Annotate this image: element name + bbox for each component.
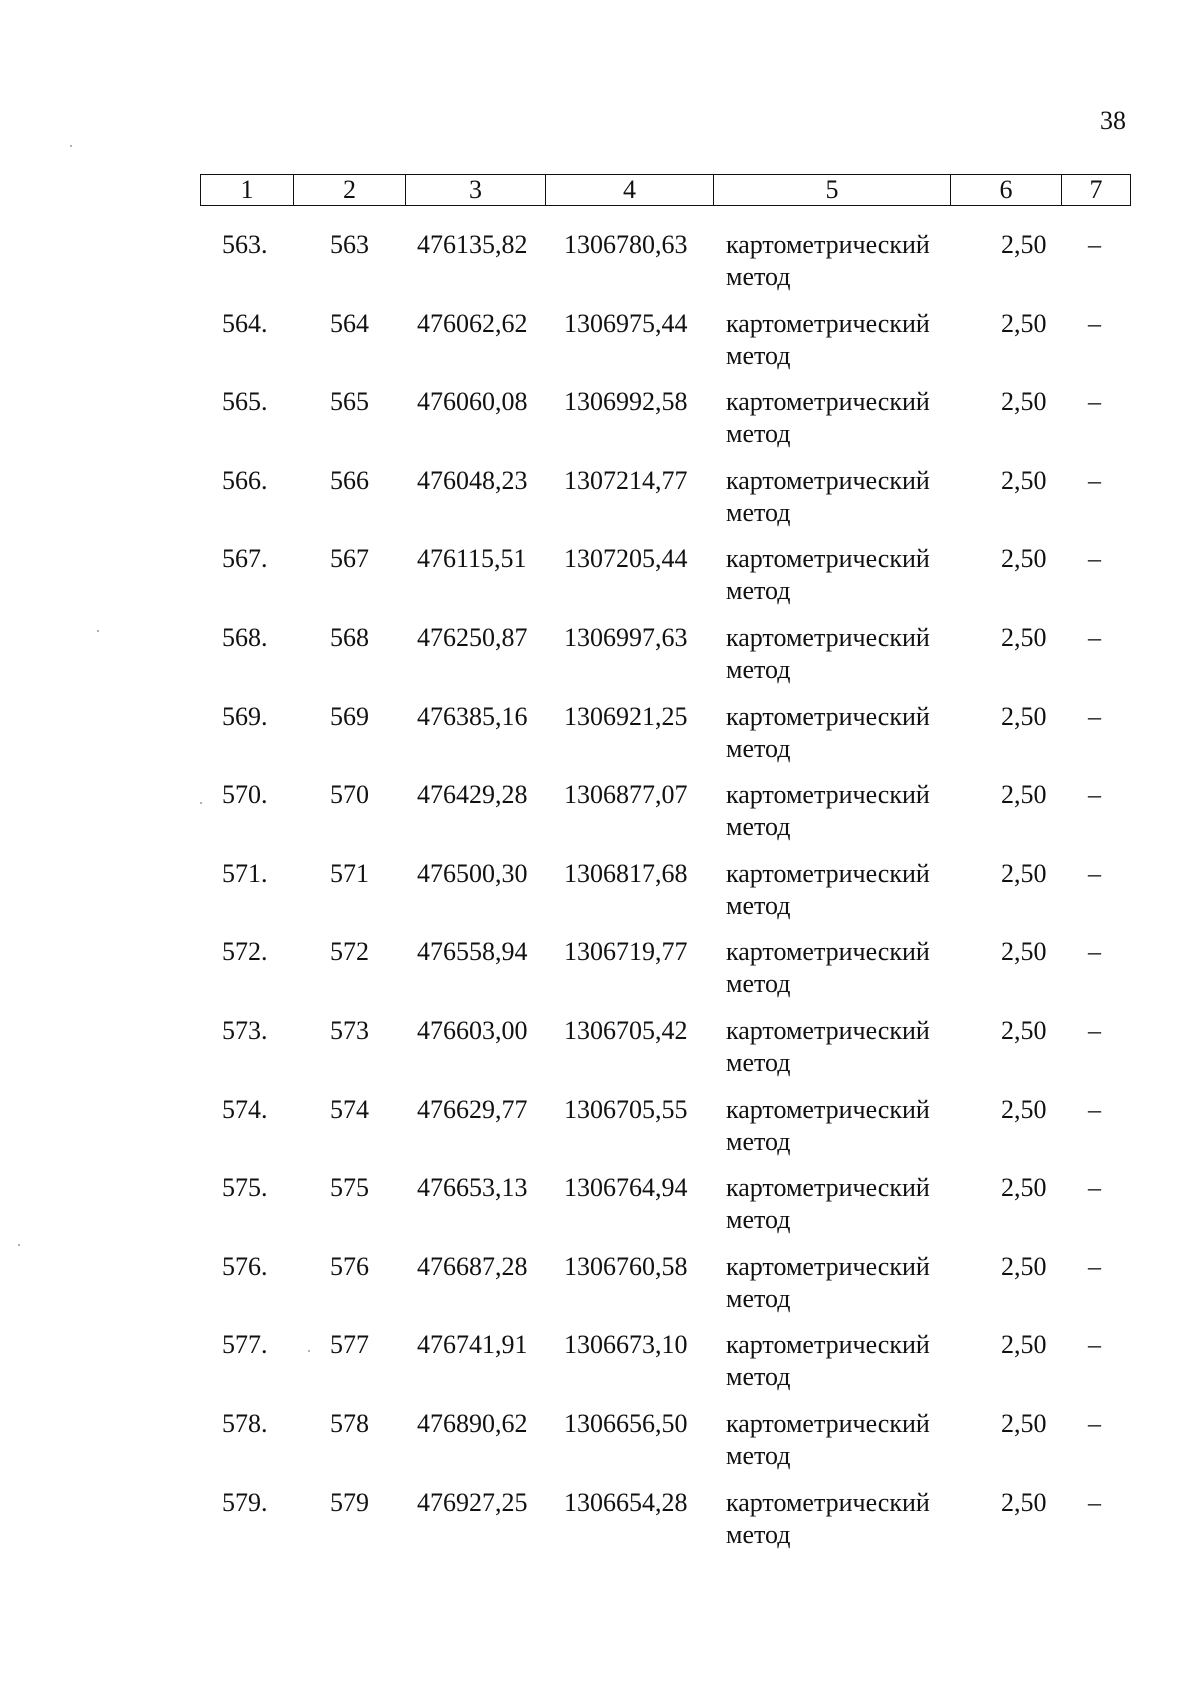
table-row <box>0 226 1200 305</box>
y-coordinate: 1307205,44 <box>564 544 688 574</box>
point-number: 568 <box>330 622 369 652</box>
description-value: – <box>1088 858 1101 888</box>
method-cell <box>726 386 930 450</box>
method-line2: метод <box>726 890 791 920</box>
row-number: 578. <box>222 1408 268 1438</box>
point-number: 563 <box>330 230 369 259</box>
method-cell <box>726 622 930 686</box>
coordinates-table-body <box>0 226 1200 1562</box>
row-number: 577. <box>222 1330 268 1360</box>
y-coordinate: 1306877,07 <box>564 780 688 810</box>
method-cell <box>726 1251 930 1315</box>
description-value: – <box>1088 1251 1101 1281</box>
x-coordinate: 476653,13 <box>417 1173 528 1203</box>
description-value: – <box>1088 1330 1101 1360</box>
method-line1: картометрический <box>726 1487 930 1517</box>
method-line1: картометрический <box>726 544 930 574</box>
description-value: – <box>1088 1015 1101 1045</box>
row-number: 571. <box>222 858 268 888</box>
x-coordinate: 476603,00 <box>417 1015 528 1045</box>
method-cell <box>726 779 930 843</box>
row-number: 573. <box>222 1015 268 1045</box>
description-value: – <box>1088 1487 1101 1517</box>
y-coordinate: 1306654,28 <box>564 1487 688 1517</box>
header-cell: 2 <box>294 175 406 206</box>
header-cell: 7 <box>1062 175 1131 206</box>
description-value: – <box>1088 230 1101 259</box>
y-coordinate: 1306780,63 <box>564 230 688 259</box>
description-value: – <box>1088 1094 1101 1124</box>
method-line2: метод <box>726 1126 791 1156</box>
table-row <box>0 1012 1200 1091</box>
method-cell <box>726 858 930 922</box>
row-number: 568. <box>222 622 268 652</box>
y-coordinate: 1306719,77 <box>564 937 688 967</box>
table-row <box>0 383 1200 462</box>
table-row <box>0 1326 1200 1405</box>
method-line2: метод <box>726 733 791 763</box>
method-line2: метод <box>726 1362 791 1392</box>
method-line1: картометрический <box>726 465 930 495</box>
method-line2: метод <box>726 812 791 842</box>
method-line1: картометрический <box>726 1015 930 1045</box>
header-cell: 1 <box>201 175 294 206</box>
x-coordinate: 476927,25 <box>417 1487 528 1517</box>
method-cell <box>726 229 930 293</box>
table-row <box>0 1405 1200 1484</box>
table-row <box>0 540 1200 619</box>
scan-speck <box>200 802 202 804</box>
table-row <box>0 619 1200 698</box>
point-number: 577 <box>330 1330 369 1360</box>
y-coordinate: 1306705,55 <box>564 1094 688 1124</box>
y-coordinate: 1307214,77 <box>564 465 688 495</box>
accuracy-value: 2,50 <box>1001 1487 1047 1517</box>
header-row <box>201 175 1131 206</box>
table-row <box>0 1484 1200 1563</box>
method-line1: картометрический <box>726 858 930 888</box>
method-cell <box>726 936 930 1000</box>
accuracy-value: 2,50 <box>1001 387 1047 417</box>
method-line2: метод <box>726 576 791 606</box>
description-value: – <box>1088 1173 1101 1203</box>
row-number: 570. <box>222 780 268 810</box>
method-line1: картометрический <box>726 1251 930 1281</box>
method-line1: картометрический <box>726 230 930 259</box>
table-row <box>0 462 1200 541</box>
x-coordinate: 476687,28 <box>417 1251 528 1281</box>
row-number: 565. <box>222 387 268 417</box>
description-value: – <box>1088 622 1101 652</box>
method-line2: метод <box>726 654 791 684</box>
method-line2: метод <box>726 262 791 291</box>
page-number: 38 <box>1100 106 1126 135</box>
table-row <box>0 305 1200 384</box>
point-number: 572 <box>330 937 369 967</box>
method-cell <box>726 1094 930 1158</box>
y-coordinate: 1306975,44 <box>564 308 688 338</box>
row-number: 575. <box>222 1173 268 1203</box>
method-line2: метод <box>726 497 791 527</box>
method-line2: метод <box>726 1205 791 1235</box>
method-line1: картометрический <box>726 1330 930 1360</box>
x-coordinate: 476060,08 <box>417 387 528 417</box>
method-line2: метод <box>726 1519 791 1549</box>
row-number: 574. <box>222 1094 268 1124</box>
row-number: 563. <box>222 230 268 259</box>
header-cell: 4 <box>546 175 714 206</box>
y-coordinate: 1306921,25 <box>564 701 688 731</box>
x-coordinate: 476048,23 <box>417 465 528 495</box>
scan-speck <box>97 630 99 632</box>
row-number: 566. <box>222 465 268 495</box>
method-line1: картометрический <box>726 308 930 338</box>
point-number: 575 <box>330 1173 369 1203</box>
accuracy-value: 2,50 <box>1001 308 1047 338</box>
x-coordinate: 476115,51 <box>417 544 527 574</box>
description-value: – <box>1088 701 1101 731</box>
point-number: 564 <box>330 308 369 338</box>
description-value: – <box>1088 780 1101 810</box>
accuracy-value: 2,50 <box>1001 544 1047 574</box>
accuracy-value: 2,50 <box>1001 1015 1047 1045</box>
x-coordinate: 476429,28 <box>417 780 528 810</box>
accuracy-value: 2,50 <box>1001 858 1047 888</box>
point-number: 569 <box>330 701 369 731</box>
point-number: 567 <box>330 544 369 574</box>
x-coordinate: 476558,94 <box>417 937 528 967</box>
scan-speck <box>308 1350 310 1352</box>
table-row <box>0 698 1200 777</box>
method-line2: метод <box>726 419 791 449</box>
column-number-header <box>200 174 1131 206</box>
x-coordinate: 476135,82 <box>417 230 528 259</box>
scan-speck <box>18 1244 20 1246</box>
point-number: 579 <box>330 1487 369 1517</box>
accuracy-value: 2,50 <box>1001 622 1047 652</box>
method-line2: метод <box>726 340 791 370</box>
description-value: – <box>1088 544 1101 574</box>
accuracy-value: 2,50 <box>1001 701 1047 731</box>
method-line1: картометрический <box>726 622 930 652</box>
method-line1: картометрический <box>726 1173 930 1203</box>
method-line1: картометрический <box>726 701 930 731</box>
point-number: 578 <box>330 1408 369 1438</box>
x-coordinate: 476250,87 <box>417 622 528 652</box>
point-number: 574 <box>330 1094 369 1124</box>
method-line1: картометрический <box>726 1094 930 1124</box>
method-cell <box>726 701 930 765</box>
y-coordinate: 1306705,42 <box>564 1015 688 1045</box>
x-coordinate: 476890,62 <box>417 1408 528 1438</box>
method-line1: картометрический <box>726 937 930 967</box>
method-cell <box>726 1487 930 1551</box>
method-cell <box>726 543 930 607</box>
description-value: – <box>1088 387 1101 417</box>
header-cell: 3 <box>406 175 546 206</box>
table-row <box>0 933 1200 1012</box>
x-coordinate: 476741,91 <box>417 1330 528 1360</box>
header-cell: 5 <box>714 175 951 206</box>
method-line1: картометрический <box>726 1408 930 1438</box>
accuracy-value: 2,50 <box>1001 1173 1047 1203</box>
description-value: – <box>1088 308 1101 338</box>
point-number: 573 <box>330 1015 369 1045</box>
row-number: 569. <box>222 701 268 731</box>
point-number: 576 <box>330 1251 369 1281</box>
y-coordinate: 1306673,10 <box>564 1330 688 1360</box>
x-coordinate: 476062,62 <box>417 308 528 338</box>
accuracy-value: 2,50 <box>1001 1408 1047 1438</box>
method-line2: метод <box>726 1283 791 1313</box>
x-coordinate: 476500,30 <box>417 858 528 888</box>
point-number: 571 <box>330 858 369 888</box>
method-line2: метод <box>726 1440 791 1470</box>
header-cell: 6 <box>951 175 1062 206</box>
table-row <box>0 855 1200 934</box>
accuracy-value: 2,50 <box>1001 937 1047 967</box>
y-coordinate: 1306656,50 <box>564 1408 688 1438</box>
y-coordinate: 1306817,68 <box>564 858 688 888</box>
accuracy-value: 2,50 <box>1001 1251 1047 1281</box>
row-number: 567. <box>222 544 268 574</box>
y-coordinate: 1306992,58 <box>564 387 688 417</box>
row-number: 564. <box>222 308 268 338</box>
method-line2: метод <box>726 1047 791 1077</box>
method-cell <box>726 1015 930 1079</box>
table-row <box>0 776 1200 855</box>
method-line1: картометрический <box>726 387 930 417</box>
description-value: – <box>1088 1408 1101 1438</box>
accuracy-value: 2,50 <box>1001 1094 1047 1124</box>
table-row <box>0 1169 1200 1248</box>
table-row <box>0 1091 1200 1170</box>
description-value: – <box>1088 465 1101 495</box>
y-coordinate: 1306764,94 <box>564 1173 688 1203</box>
method-line1: картометрический <box>726 780 930 810</box>
method-cell <box>726 1408 930 1472</box>
method-cell <box>726 308 930 372</box>
table-row <box>0 1248 1200 1327</box>
point-number: 570 <box>330 780 369 810</box>
row-number: 572. <box>222 937 268 967</box>
accuracy-value: 2,50 <box>1001 465 1047 495</box>
method-line2: метод <box>726 969 791 999</box>
x-coordinate: 476629,77 <box>417 1094 528 1124</box>
y-coordinate: 1306760,58 <box>564 1251 688 1281</box>
point-number: 566 <box>330 465 369 495</box>
row-number: 576. <box>222 1251 268 1281</box>
accuracy-value: 2,50 <box>1001 1330 1047 1360</box>
accuracy-value: 2,50 <box>1001 230 1047 259</box>
accuracy-value: 2,50 <box>1001 780 1047 810</box>
scan-speck <box>70 145 72 147</box>
method-cell <box>726 1329 930 1393</box>
x-coordinate: 476385,16 <box>417 701 528 731</box>
y-coordinate: 1306997,63 <box>564 622 688 652</box>
description-value: – <box>1088 937 1101 967</box>
method-cell <box>726 465 930 529</box>
point-number: 565 <box>330 387 369 417</box>
method-cell <box>726 1172 930 1236</box>
row-number: 579. <box>222 1487 268 1517</box>
